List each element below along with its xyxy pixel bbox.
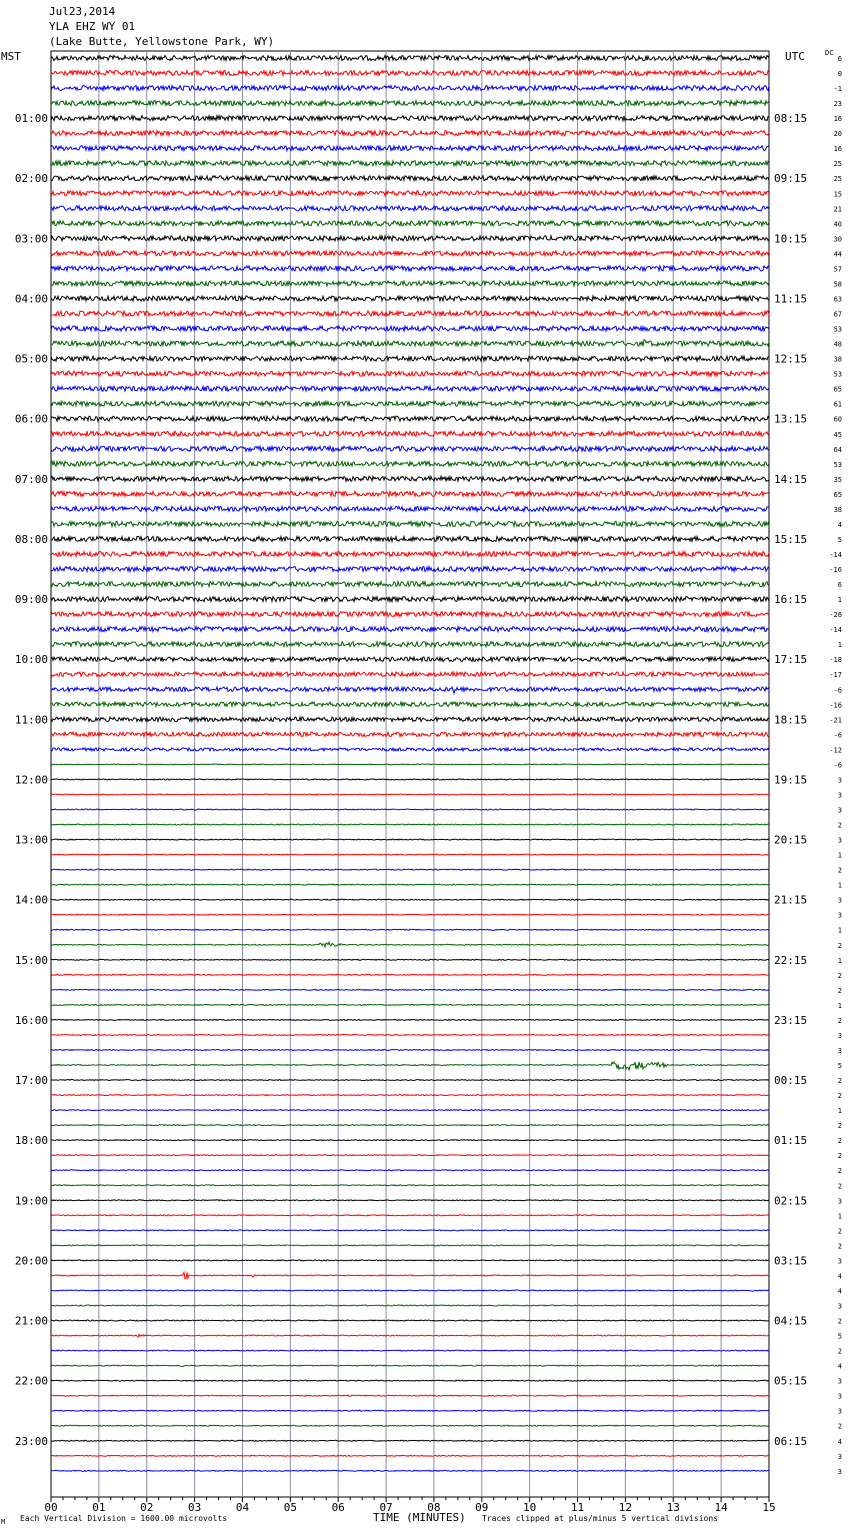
dc-offset-label: 16 xyxy=(833,115,842,124)
trace-43 xyxy=(51,702,769,706)
trace-28 xyxy=(51,476,769,481)
trace-61 xyxy=(51,974,769,975)
dc-offset-label: 0 xyxy=(837,70,842,79)
dc-offset-label: 3 xyxy=(837,1407,842,1416)
dc-offset-label: -21 xyxy=(829,716,842,725)
trace-18 xyxy=(51,326,769,331)
utc-hour-label: 19:15 xyxy=(774,773,808,787)
dc-offset-label: 67 xyxy=(833,310,842,319)
dc-offset-label: 40 xyxy=(833,220,842,229)
dc-offset-label: 63 xyxy=(833,295,842,304)
dc-offset-label: 4 xyxy=(837,1272,842,1281)
trace-8 xyxy=(51,176,769,181)
x-tick-label: 14 xyxy=(714,1501,728,1514)
utc-hour-label: 10:15 xyxy=(774,232,808,246)
trace-34 xyxy=(51,567,769,572)
mst-hour-label: 09:00 xyxy=(14,593,48,607)
utc-hour-label: 14:15 xyxy=(774,472,808,486)
trace-20 xyxy=(51,356,769,361)
mst-hour-label: 01:00 xyxy=(14,112,48,126)
trace-33 xyxy=(51,552,769,557)
dc-offset-label: 44 xyxy=(833,250,842,259)
dc-offset-label: 4 xyxy=(837,520,842,529)
trace-1 xyxy=(51,71,769,76)
x-tick-label: 07 xyxy=(379,1501,393,1514)
dc-offset-label: 23 xyxy=(833,100,842,109)
mst-hour-label: 05:00 xyxy=(14,352,48,366)
trace-22 xyxy=(51,386,769,391)
trace-29 xyxy=(51,491,769,496)
trace-49 xyxy=(51,794,769,795)
utc-hour-label: 16:15 xyxy=(774,593,808,607)
dc-offset-label: 3 xyxy=(837,1377,842,1386)
trace-41 xyxy=(51,672,769,676)
dc-offset-label: 48 xyxy=(833,340,842,349)
utc-zone-label: UTC xyxy=(785,50,805,63)
utc-hour-label: 00:15 xyxy=(774,1074,808,1088)
trace-52 xyxy=(51,839,769,840)
trace-12 xyxy=(51,236,769,241)
dc-offset-label: 2 xyxy=(837,1242,842,1251)
dc-offset-label: 65 xyxy=(833,385,842,394)
dc-offset-label: 2 xyxy=(837,1077,842,1086)
dc-offset-label: 25 xyxy=(833,160,842,169)
dc-offset-label: 1 xyxy=(837,926,842,935)
mst-hour-label: 16:00 xyxy=(14,1013,48,1027)
dc-offset-label: 3 xyxy=(837,911,842,920)
dc-offset-label: 21 xyxy=(833,205,842,214)
utc-hour-label: 06:15 xyxy=(774,1434,808,1448)
trace-69 xyxy=(51,1095,769,1096)
utc-hour-label: 20:15 xyxy=(774,833,808,847)
dc-offset-label: -6 xyxy=(833,761,842,770)
dc-offset-label: 15 xyxy=(833,190,842,199)
trace-83 xyxy=(51,1305,769,1306)
trace-91 xyxy=(51,1425,769,1426)
utc-hour-label: 01:15 xyxy=(774,1134,808,1148)
utc-hour-label: 11:15 xyxy=(774,292,808,306)
trace-63 xyxy=(51,1004,769,1005)
x-tick-label: 11 xyxy=(570,1501,585,1514)
dc-offset-label: -1 xyxy=(833,85,842,94)
mst-hour-label: 18:00 xyxy=(14,1134,48,1148)
dc-offset-label: -6 xyxy=(833,686,842,695)
dc-offset-label: 61 xyxy=(833,400,842,409)
trace-19 xyxy=(51,340,769,347)
clip-note: Traces clipped at plus/minus 5 vertical divisions xyxy=(482,1514,719,1523)
x-tick-label: 08 xyxy=(427,1501,441,1514)
dc-offset-label: 3 xyxy=(837,791,842,800)
dc-offset-label: 3 xyxy=(837,1031,842,1040)
dc-offset-label: 2 xyxy=(837,941,842,950)
dc-offset-label: 2 xyxy=(837,1152,842,1161)
dc-offset-label: 3 xyxy=(837,776,842,785)
x-tick-label: 05 xyxy=(283,1501,297,1514)
trace-39 xyxy=(51,642,769,647)
trace-58 xyxy=(51,929,769,930)
trace-78 xyxy=(51,1230,769,1231)
dc-offset-label: -18 xyxy=(829,656,842,665)
trace-88 xyxy=(51,1380,769,1381)
trace-75 xyxy=(51,1185,769,1186)
trace-38 xyxy=(51,627,769,632)
dc-offset-label: 3 xyxy=(837,1197,842,1206)
utc-hour-label: 05:15 xyxy=(774,1374,808,1388)
trace-3 xyxy=(51,101,769,106)
trace-76 xyxy=(51,1200,769,1201)
dc-offset-label: -16 xyxy=(829,566,842,575)
dc-offset-label: 58 xyxy=(833,280,842,289)
trace-11 xyxy=(51,221,769,226)
dc-offset-label: -14 xyxy=(829,626,842,635)
trace-73 xyxy=(51,1155,769,1156)
trace-79 xyxy=(51,1245,769,1246)
trace-40 xyxy=(51,657,769,661)
dc-offset-label: 45 xyxy=(833,430,842,439)
mst-hour-label: 13:00 xyxy=(14,833,48,847)
mst-hour-label: 10:00 xyxy=(14,653,48,667)
dc-offset-label: 3 xyxy=(837,836,842,845)
trace-27 xyxy=(51,461,769,466)
station-label: YLA EHZ WY 01 xyxy=(49,20,136,33)
dc-offset-header: DC xyxy=(825,49,834,57)
mst-hour-label: 21:00 xyxy=(14,1314,48,1328)
trace-82 xyxy=(51,1290,769,1291)
trace-50 xyxy=(51,809,769,810)
utc-hour-label: 03:15 xyxy=(774,1254,808,1268)
x-tick-label: 15 xyxy=(762,1501,776,1514)
trace-37 xyxy=(51,612,769,617)
dc-offset-label: 2 xyxy=(837,1016,842,1025)
trace-65 xyxy=(51,1034,769,1035)
dc-offset-label: 3 xyxy=(837,1467,842,1476)
dc-offset-label: 53 xyxy=(833,460,842,469)
x-axis-title: TIME (MINUTES) xyxy=(373,1511,466,1524)
trace-74 xyxy=(51,1170,769,1171)
dc-offset-label: 3 xyxy=(837,806,842,815)
dc-offset-label: 53 xyxy=(833,370,842,379)
trace-23 xyxy=(51,401,769,406)
trace-10 xyxy=(51,206,769,211)
dc-offset-label: 2 xyxy=(837,1137,842,1146)
dc-offset-label: 1 xyxy=(837,851,842,860)
trace-59 xyxy=(51,942,769,947)
trace-25 xyxy=(51,431,769,436)
dc-offset-label: 38 xyxy=(833,505,842,514)
trace-84 xyxy=(51,1320,769,1321)
x-tick-label: 02 xyxy=(140,1501,154,1514)
dc-offset-label: 2 xyxy=(837,1182,842,1191)
trace-15 xyxy=(51,281,769,286)
trace-60 xyxy=(51,959,769,960)
trace-31 xyxy=(51,521,769,526)
utc-hour-label: 04:15 xyxy=(774,1314,808,1328)
dc-offset-label: 2 xyxy=(837,1227,842,1236)
dc-offset-label: 4 xyxy=(837,1287,842,1296)
utc-hour-label: 15:15 xyxy=(774,532,808,546)
dc-offset-label: 2 xyxy=(837,1122,842,1131)
dc-offset-label: 4 xyxy=(837,1437,842,1446)
trace-46 xyxy=(51,748,769,751)
dc-offset-label: 2 xyxy=(837,1092,842,1101)
trace-13 xyxy=(51,251,769,256)
mst-hour-label: 14:00 xyxy=(14,893,48,907)
dc-offset-label: 30 xyxy=(833,235,842,244)
trace-5 xyxy=(51,131,769,136)
dc-offset-label: 6 xyxy=(837,581,842,590)
dc-offset-label: 35 xyxy=(833,475,842,484)
trace-55 xyxy=(51,884,769,885)
trace-16 xyxy=(51,296,769,301)
date-label: Jul23,2014 xyxy=(49,5,116,18)
utc-hour-label: 12:15 xyxy=(774,352,808,366)
trace-30 xyxy=(51,506,769,511)
trace-9 xyxy=(51,191,769,196)
trace-80 xyxy=(51,1260,769,1261)
trace-17 xyxy=(51,311,769,316)
mst-zone-label: MST xyxy=(1,50,21,63)
dc-offset-label: 53 xyxy=(833,325,842,334)
dc-offset-label: 1 xyxy=(837,1107,842,1116)
mst-hour-label: 15:00 xyxy=(14,953,48,967)
x-tick-label: 13 xyxy=(666,1501,680,1514)
dc-offset-label: -14 xyxy=(829,550,842,559)
dc-offset-label: 2 xyxy=(837,1347,842,1356)
x-tick-label: 06 xyxy=(331,1501,345,1514)
trace-57 xyxy=(51,914,769,915)
scale-note: Each Vertical Division = 1600.00 microvolts xyxy=(20,1514,228,1523)
trace-71 xyxy=(51,1125,769,1126)
trace-56 xyxy=(51,899,769,900)
mst-hour-label: 03:00 xyxy=(14,232,48,246)
mst-hour-label: 19:00 xyxy=(14,1194,48,1208)
dc-offset-label: 1 xyxy=(837,596,842,605)
location-label: (Lake Butte, Yellowstone Park, WY) xyxy=(49,35,275,48)
dc-offset-label: 1 xyxy=(837,1212,842,1221)
dc-offset-label: 5 xyxy=(837,535,842,544)
x-tick-label: 01 xyxy=(92,1501,106,1514)
x-tick-label: 00 xyxy=(44,1501,58,1514)
dc-offset-label: 2 xyxy=(837,1317,842,1326)
trace-90 xyxy=(51,1410,769,1411)
dc-offset-label: 5 xyxy=(837,1332,842,1341)
dc-offset-label: 57 xyxy=(833,265,842,274)
dc-offset-label: 60 xyxy=(833,415,842,424)
mst-hour-label: 06:00 xyxy=(14,412,48,426)
trace-47 xyxy=(51,764,769,765)
corner-mark: M xyxy=(1,1518,6,1526)
utc-hour-label: 22:15 xyxy=(774,953,808,967)
dc-offset-label: 2 xyxy=(837,971,842,980)
dc-offset-label: 2 xyxy=(837,821,842,830)
utc-hour-label: 21:15 xyxy=(774,893,808,907)
dc-offset-label: 1 xyxy=(837,881,842,890)
mst-hour-label: 11:00 xyxy=(14,713,48,727)
dc-offset-label: 2 xyxy=(837,866,842,875)
trace-32 xyxy=(51,536,769,541)
trace-42 xyxy=(51,687,769,693)
trace-14 xyxy=(51,266,769,271)
trace-81 xyxy=(51,1272,769,1279)
trace-53 xyxy=(51,854,769,855)
dc-offset-label: 4 xyxy=(837,1362,842,1371)
trace-86 xyxy=(51,1350,769,1351)
dc-offset-label: 3 xyxy=(837,1452,842,1461)
dc-offset-label: 38 xyxy=(833,355,842,364)
trace-26 xyxy=(51,446,769,451)
dc-offset-label: -17 xyxy=(829,671,842,680)
trace-7 xyxy=(51,161,769,166)
trace-54 xyxy=(51,869,769,870)
dc-offset-label: 1 xyxy=(837,641,842,650)
mst-hour-label: 04:00 xyxy=(14,292,48,306)
dc-offset-label: 2 xyxy=(837,1422,842,1431)
mst-hour-label: 17:00 xyxy=(14,1074,48,1088)
trace-6 xyxy=(51,146,769,151)
trace-36 xyxy=(51,597,769,602)
utc-hour-label: 08:15 xyxy=(774,112,808,126)
x-tick-label: 12 xyxy=(618,1501,633,1514)
utc-hour-label: 23:15 xyxy=(774,1013,808,1027)
trace-2 xyxy=(51,86,769,91)
mst-hour-label: 02:00 xyxy=(14,172,48,186)
utc-hour-label: 17:15 xyxy=(774,653,808,667)
mst-hour-label: 23:00 xyxy=(14,1434,48,1448)
mst-hour-label: 12:00 xyxy=(14,773,48,787)
trace-87 xyxy=(51,1365,769,1367)
dc-offset-label: 20 xyxy=(833,130,842,139)
x-tick-label: 03 xyxy=(187,1501,202,1514)
trace-94 xyxy=(51,1470,769,1471)
trace-85 xyxy=(51,1335,769,1337)
trace-4 xyxy=(51,116,769,121)
utc-hour-label: 18:15 xyxy=(774,713,808,727)
mst-hour-label: 20:00 xyxy=(14,1254,48,1268)
trace-24 xyxy=(51,416,769,421)
trace-67 xyxy=(51,1062,769,1070)
dc-offset-label: 2 xyxy=(837,986,842,995)
dc-offset-label: 65 xyxy=(833,490,842,499)
dc-offset-label: 3 xyxy=(837,1046,842,1055)
dc-offset-label: -16 xyxy=(829,701,842,710)
trace-64 xyxy=(51,1019,769,1020)
dc-offset-label: 25 xyxy=(833,175,842,184)
trace-51 xyxy=(51,824,769,825)
utc-hour-label: 02:15 xyxy=(774,1194,808,1208)
trace-72 xyxy=(51,1140,769,1141)
mst-hour-label: 08:00 xyxy=(14,532,48,546)
trace-35 xyxy=(51,582,769,587)
dc-offset-label: 3 xyxy=(837,896,842,905)
trace-0 xyxy=(51,56,769,61)
dc-offset-label: 5 xyxy=(837,1062,842,1071)
mst-hour-label: 07:00 xyxy=(14,472,48,486)
trace-77 xyxy=(51,1215,769,1216)
dc-offset-label: 6 xyxy=(837,55,842,63)
trace-70 xyxy=(51,1110,769,1111)
dc-offset-label: 1 xyxy=(837,1001,842,1010)
trace-45 xyxy=(51,732,769,736)
dc-offset-label: 64 xyxy=(833,445,842,454)
utc-hour-label: 09:15 xyxy=(774,172,808,186)
dc-offset-label: -12 xyxy=(829,746,842,755)
trace-68 xyxy=(51,1080,769,1081)
dc-offset-label: 16 xyxy=(833,145,842,154)
dc-offset-label: -6 xyxy=(833,731,842,740)
trace-62 xyxy=(51,989,769,990)
dc-offset-label: 3 xyxy=(837,1302,842,1311)
utc-hour-label: 13:15 xyxy=(774,412,808,426)
dc-offset-label: -26 xyxy=(829,611,842,620)
dc-offset-label: 1 xyxy=(837,956,842,965)
trace-48 xyxy=(51,779,769,780)
dc-offset-label: 2 xyxy=(837,1167,842,1176)
trace-92 xyxy=(51,1440,769,1441)
x-tick-label: 09 xyxy=(475,1501,489,1514)
trace-21 xyxy=(51,371,769,376)
trace-44 xyxy=(51,717,769,721)
dc-offset-label: 3 xyxy=(837,1392,842,1401)
trace-93 xyxy=(51,1455,769,1456)
x-tick-label: 04 xyxy=(235,1501,250,1514)
trace-89 xyxy=(51,1395,769,1396)
dc-offset-label: 3 xyxy=(837,1257,842,1266)
mst-hour-label: 22:00 xyxy=(14,1374,48,1388)
trace-66 xyxy=(51,1049,769,1050)
x-tick-label: 10 xyxy=(523,1501,537,1514)
